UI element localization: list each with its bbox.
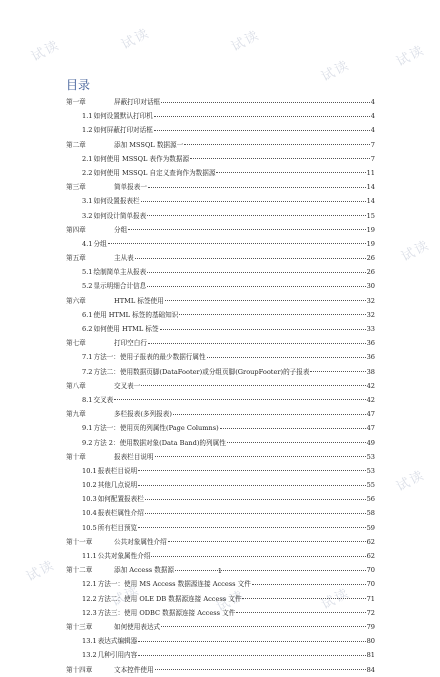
toc-dot-leader — [155, 669, 366, 670]
toc-dot-leader — [207, 357, 366, 358]
toc-entry-number: 1.1 — [82, 112, 93, 121]
toc-entry-title: 添加 MSSQL 数据源一 — [114, 140, 184, 149]
toc-entry-title: 报表栏目说明 — [97, 466, 138, 475]
toc-entry-number: 4.1 — [82, 239, 93, 248]
toc-entry-number: 5.1 — [82, 268, 93, 277]
toc-entry-page: 80 — [366, 637, 375, 646]
toc-chapter-entry[interactable] — [66, 450, 375, 464]
toc-entry-number: 3.1 — [82, 197, 93, 206]
toc-entry-number: 12.2 — [82, 594, 97, 603]
toc-section-entry[interactable] — [66, 237, 375, 251]
toc-entry-page: 32 — [366, 296, 375, 305]
toc-entry-number: 9.1 — [82, 424, 93, 433]
toc-entry-number: 12.1 — [82, 580, 97, 589]
toc-entry-title: 交叉表 — [93, 395, 114, 404]
toc-dot-leader — [160, 329, 366, 330]
toc-dot-leader — [147, 272, 365, 273]
toc-entry-number: 第十三章 — [66, 622, 93, 631]
toc-section-entry[interactable] — [66, 209, 375, 223]
toc-entry-number: 8.1 — [82, 395, 93, 404]
toc-chapter-entry[interactable] — [66, 535, 375, 549]
toc-chapter-entry[interactable] — [66, 620, 375, 634]
watermark: 试读 — [24, 557, 58, 585]
toc-section-entry[interactable] — [66, 421, 375, 435]
toc-section-entry[interactable] — [66, 152, 375, 166]
toc-chapter-entry[interactable] — [66, 407, 375, 421]
toc-entry-number: 第一章 — [66, 98, 86, 106]
toc-entry-title: 交叉表一 — [114, 381, 141, 390]
toc-entry-title: 如何使用 MSSQL 表作为数据源 — [93, 154, 190, 163]
toc-entry-title: 所有栏目预览 — [97, 523, 138, 532]
toc-entry-page: 42 — [366, 381, 375, 390]
toc-entry-number: 第三章 — [66, 183, 86, 192]
toc-entry-number: 第六章 — [66, 296, 86, 305]
toc-entry-title: 公共对象属性介绍 — [114, 537, 167, 546]
toc-dot-leader — [148, 187, 366, 188]
toc-entry-page: 26 — [366, 254, 375, 263]
toc-entry-page: 15 — [366, 211, 375, 220]
table-of-contents — [66, 95, 375, 677]
toc-entry-number: 第十四章 — [66, 665, 93, 674]
watermark: 试读 — [229, 27, 263, 55]
toc-section-entry[interactable] — [66, 478, 375, 492]
toc-entry-title: 方法三：使用 ODBC 数据源连接 Access 文件 — [97, 608, 236, 617]
toc-section-entry[interactable] — [66, 322, 375, 336]
toc-section-entry[interactable] — [66, 506, 375, 520]
toc-entry-number: 1.2 — [82, 126, 93, 135]
toc-dot-leader — [220, 428, 366, 429]
toc-entry-number: 10.4 — [82, 509, 97, 518]
toc-section-entry[interactable] — [66, 648, 375, 662]
toc-section-entry[interactable] — [66, 592, 375, 606]
toc-entry-page: 38 — [366, 367, 375, 376]
toc-entry-title: 方法二：使用数据页脚(DataFooter)或分组页脚(GroupFooter)的子报表 — [93, 367, 310, 376]
toc-entry-page: 84 — [366, 665, 375, 674]
toc-entry-number: 第七章 — [66, 339, 86, 348]
toc-entry-title: HTML 标签使用 — [114, 296, 164, 305]
toc-chapter-entry[interactable] — [66, 251, 375, 265]
toc-entry-number: 6.1 — [82, 310, 93, 319]
toc-entry-title: 方法一：使用子报表的最少数据行属性 — [93, 353, 206, 362]
toc-entry-number: 10.2 — [82, 481, 97, 490]
toc-entry-number: 9.2 — [82, 438, 93, 447]
toc-entry-page: 14 — [366, 183, 375, 192]
toc-dot-leader — [252, 584, 366, 585]
toc-entry-page: 56 — [366, 495, 375, 504]
toc-dot-leader — [138, 470, 365, 471]
watermark: 试读 — [319, 585, 353, 613]
toc-entry-title: 如何使用 MSSQL 自定义查询作为数据源 — [93, 168, 216, 177]
toc-entry-page: 72 — [366, 608, 375, 617]
toc-section-entry[interactable] — [66, 577, 375, 591]
toc-entry-page: 19 — [366, 239, 375, 248]
toc-dot-leader — [190, 158, 370, 159]
toc-dot-leader — [165, 300, 366, 301]
toc-entry-page: 4 — [370, 126, 375, 135]
toc-entry-number: 第二章 — [66, 140, 86, 149]
toc-dot-leader — [145, 513, 366, 514]
watermark: 试读 — [319, 57, 353, 85]
toc-dot-leader — [216, 172, 365, 173]
toc-dot-leader — [168, 541, 366, 542]
toc-chapter-entry[interactable] — [66, 138, 375, 152]
toc-entry-title: 多栏报表(多列报表) — [114, 410, 172, 419]
toc-entry-title: 绘制简单主从报表 — [93, 268, 147, 277]
toc-entry-number: 7.1 — [82, 353, 93, 362]
toc-entry-page: 70 — [366, 566, 375, 575]
toc-entry-number: 第五章 — [66, 254, 86, 263]
toc-section-entry[interactable] — [66, 464, 375, 478]
toc-dot-leader — [161, 102, 370, 103]
toc-dot-leader — [148, 343, 366, 344]
toc-entry-number: 10.3 — [82, 495, 97, 504]
toc-entry-title: 几种引用内容 — [97, 651, 138, 660]
toc-heading: 目录 — [66, 78, 91, 92]
toc-chapter-entry[interactable] — [66, 294, 375, 308]
toc-entry-page: 58 — [366, 509, 375, 518]
toc-entry-title: 如何使用 HTML 标签 — [93, 325, 159, 333]
toc-dot-leader — [147, 215, 365, 216]
watermark: 试读 — [394, 42, 428, 70]
toc-entry-page: 47 — [366, 424, 375, 433]
watermark: 试读 — [29, 37, 63, 65]
toc-entry-page: 49 — [366, 438, 375, 447]
toc-section-entry[interactable] — [66, 194, 375, 208]
toc-entry-title: 简单报表一 — [114, 183, 147, 192]
toc-entry-title: 公共对象属性介绍 — [97, 552, 151, 560]
toc-section-entry[interactable] — [66, 350, 375, 364]
toc-dot-leader — [184, 144, 370, 145]
toc-dot-leader — [161, 626, 365, 627]
toc-entry-number: 第四章 — [66, 225, 86, 234]
toc-entry-title: 报表栏属性介绍 — [97, 509, 144, 518]
toc-entry-title: 如何设置报表栏 — [93, 197, 140, 206]
toc-entry-number: 6.2 — [82, 325, 93, 333]
toc-section-entry[interactable] — [66, 436, 375, 450]
toc-entry-title: 报表栏目说明 — [114, 452, 154, 461]
toc-dot-leader — [128, 229, 365, 230]
toc-entry-number: 10.5 — [82, 523, 97, 532]
toc-entry-title: 如何配置报表栏 — [97, 495, 144, 504]
toc-section-entry[interactable] — [66, 265, 375, 279]
toc-entry-page: 70 — [366, 580, 375, 589]
toc-dot-leader — [154, 130, 370, 131]
toc-chapter-entry[interactable] — [66, 379, 375, 393]
watermark: 试读 — [394, 467, 428, 495]
toc-entry-page: 36 — [366, 339, 375, 348]
toc-entry-page: 4 — [370, 98, 375, 106]
toc-entry-page: 42 — [366, 395, 375, 404]
toc-entry-title: 分组 — [93, 239, 107, 248]
toc-section-entry[interactable] — [66, 606, 375, 620]
toc-entry-title: 方法一：使用页的列属性(Page Columns) — [93, 424, 219, 433]
toc-chapter-entry[interactable] — [66, 663, 375, 677]
toc-entry-page: 36 — [366, 353, 375, 362]
toc-entry-page: 7 — [370, 154, 375, 163]
watermark: 试读 — [119, 25, 153, 53]
toc-entry-number: 10.1 — [82, 466, 97, 475]
toc-entry-title: 方法一：使用 MS Access 数据源连接 Access 文件 — [97, 580, 251, 589]
toc-dot-leader — [179, 314, 365, 315]
toc-entry-page: 19 — [366, 225, 375, 234]
toc-entry-page: 30 — [366, 282, 375, 291]
toc-entry-number: 第十二章 — [66, 566, 93, 575]
toc-dot-leader — [108, 243, 366, 244]
toc-section-entry[interactable] — [66, 308, 375, 322]
toc-dot-leader — [236, 612, 365, 613]
toc-entry-number: 2.1 — [82, 154, 93, 163]
toc-section-entry[interactable] — [66, 521, 375, 535]
toc-dot-leader — [138, 485, 365, 486]
toc-dot-leader — [173, 414, 366, 415]
toc-dot-leader — [138, 527, 365, 528]
toc-entry-title: 文本控件使用 — [114, 665, 154, 674]
toc-entry-number: 3.2 — [82, 211, 93, 220]
toc-entry-title: 表达式编辑器 — [97, 637, 138, 646]
toc-entry-title: 打印空白行 — [114, 339, 147, 348]
toc-entry-number: 第十一章 — [66, 537, 93, 546]
toc-entry-page: 7 — [370, 140, 375, 149]
toc-dot-leader — [141, 201, 366, 202]
toc-entry-title: 如何屏蔽打印对话框 — [93, 126, 153, 135]
toc-section-entry[interactable] — [66, 279, 375, 293]
toc-dot-leader — [145, 499, 366, 500]
toc-entry-number: 12.3 — [82, 608, 97, 617]
toc-dot-leader — [138, 641, 365, 642]
toc-entry-page: 55 — [366, 481, 375, 490]
toc-dot-leader — [147, 286, 365, 287]
toc-entry-number: 13.2 — [82, 651, 97, 660]
toc-dot-leader — [154, 116, 370, 117]
toc-entry-title: 添加 Access 数据源 — [114, 566, 174, 575]
toc-entry-title: 如何使用表达式 — [114, 622, 161, 631]
toc-entry-page: 33 — [366, 325, 375, 333]
toc-entry-page: 62 — [366, 537, 375, 546]
toc-entry-title: 分组 — [114, 225, 128, 234]
page-number: 1 — [217, 567, 223, 575]
toc-entry-page: 59 — [366, 523, 375, 532]
toc-entry-number: 第八章 — [66, 381, 86, 390]
toc-entry-page: 53 — [366, 452, 375, 461]
toc-entry-page: 26 — [366, 268, 375, 277]
toc-entry-title: 使用 HTML 标签的基础知识 — [93, 310, 179, 319]
toc-dot-leader — [114, 399, 365, 400]
toc-entry-number: 第九章 — [66, 410, 86, 419]
toc-entry-number: 13.1 — [82, 637, 97, 646]
toc-entry-title: 方法二：使用 OLE DB 数据源连接 Access 文件 — [97, 594, 242, 603]
toc-dot-leader — [138, 655, 365, 656]
toc-entry-title: 如何设置默认打印机 — [93, 112, 153, 121]
toc-entry-number: 2.2 — [82, 168, 93, 177]
watermark: 试读 — [399, 237, 433, 265]
toc-entry-page: 4 — [370, 112, 375, 121]
toc-entry-page: 53 — [366, 466, 375, 475]
watermark: 试读 — [109, 582, 143, 610]
toc-section-entry[interactable] — [66, 549, 375, 563]
toc-section-entry[interactable] — [66, 365, 375, 379]
toc-entry-title: 其他几点说明 — [97, 481, 138, 490]
toc-chapter-entry[interactable] — [66, 336, 375, 350]
toc-dot-leader — [227, 442, 366, 443]
toc-entry-page: 32 — [366, 310, 375, 319]
toc-chapter-entry[interactable] — [66, 180, 375, 194]
watermark: 试读 — [214, 587, 248, 615]
toc-entry-title: 如何设计简单报表 — [93, 211, 147, 220]
toc-entry-page: 71 — [366, 594, 375, 603]
toc-dot-leader — [242, 598, 365, 599]
toc-chapter-entry[interactable] — [66, 223, 375, 237]
toc-dot-leader — [310, 371, 365, 372]
toc-entry-page: 47 — [366, 410, 375, 419]
toc-entry-page: 11 — [366, 168, 375, 177]
toc-entry-page: 79 — [366, 622, 375, 631]
toc-chapter-entry[interactable] — [66, 95, 375, 109]
toc-section-entry[interactable] — [66, 492, 375, 506]
toc-entry-title: 显示明细合计信息 — [93, 282, 147, 291]
toc-section-entry[interactable] — [66, 634, 375, 648]
toc-dot-leader — [155, 456, 366, 457]
toc-section-entry[interactable] — [66, 166, 375, 180]
toc-entry-page: 14 — [366, 197, 375, 206]
toc-entry-page: 81 — [366, 651, 375, 660]
toc-entry-number: 11.1 — [82, 552, 97, 560]
toc-entry-title: 方法 2：使用数据对象(Data Band)的列属性 — [93, 438, 226, 447]
toc-section-entry[interactable] — [66, 109, 375, 123]
toc-dot-leader — [151, 556, 365, 557]
toc-entry-page: 62 — [366, 552, 375, 560]
toc-entry-number: 7.2 — [82, 367, 93, 376]
toc-section-entry[interactable] — [66, 123, 375, 137]
toc-entry-number: 5.2 — [82, 282, 93, 291]
toc-entry-title: 主从表 — [114, 254, 134, 263]
toc-entry-number: 第十章 — [66, 452, 86, 461]
toc-dot-leader — [135, 258, 366, 259]
toc-section-entry[interactable] — [66, 393, 375, 407]
toc-dot-leader — [141, 385, 365, 386]
toc-entry-title: 屏蔽打印对话框 — [114, 98, 161, 106]
